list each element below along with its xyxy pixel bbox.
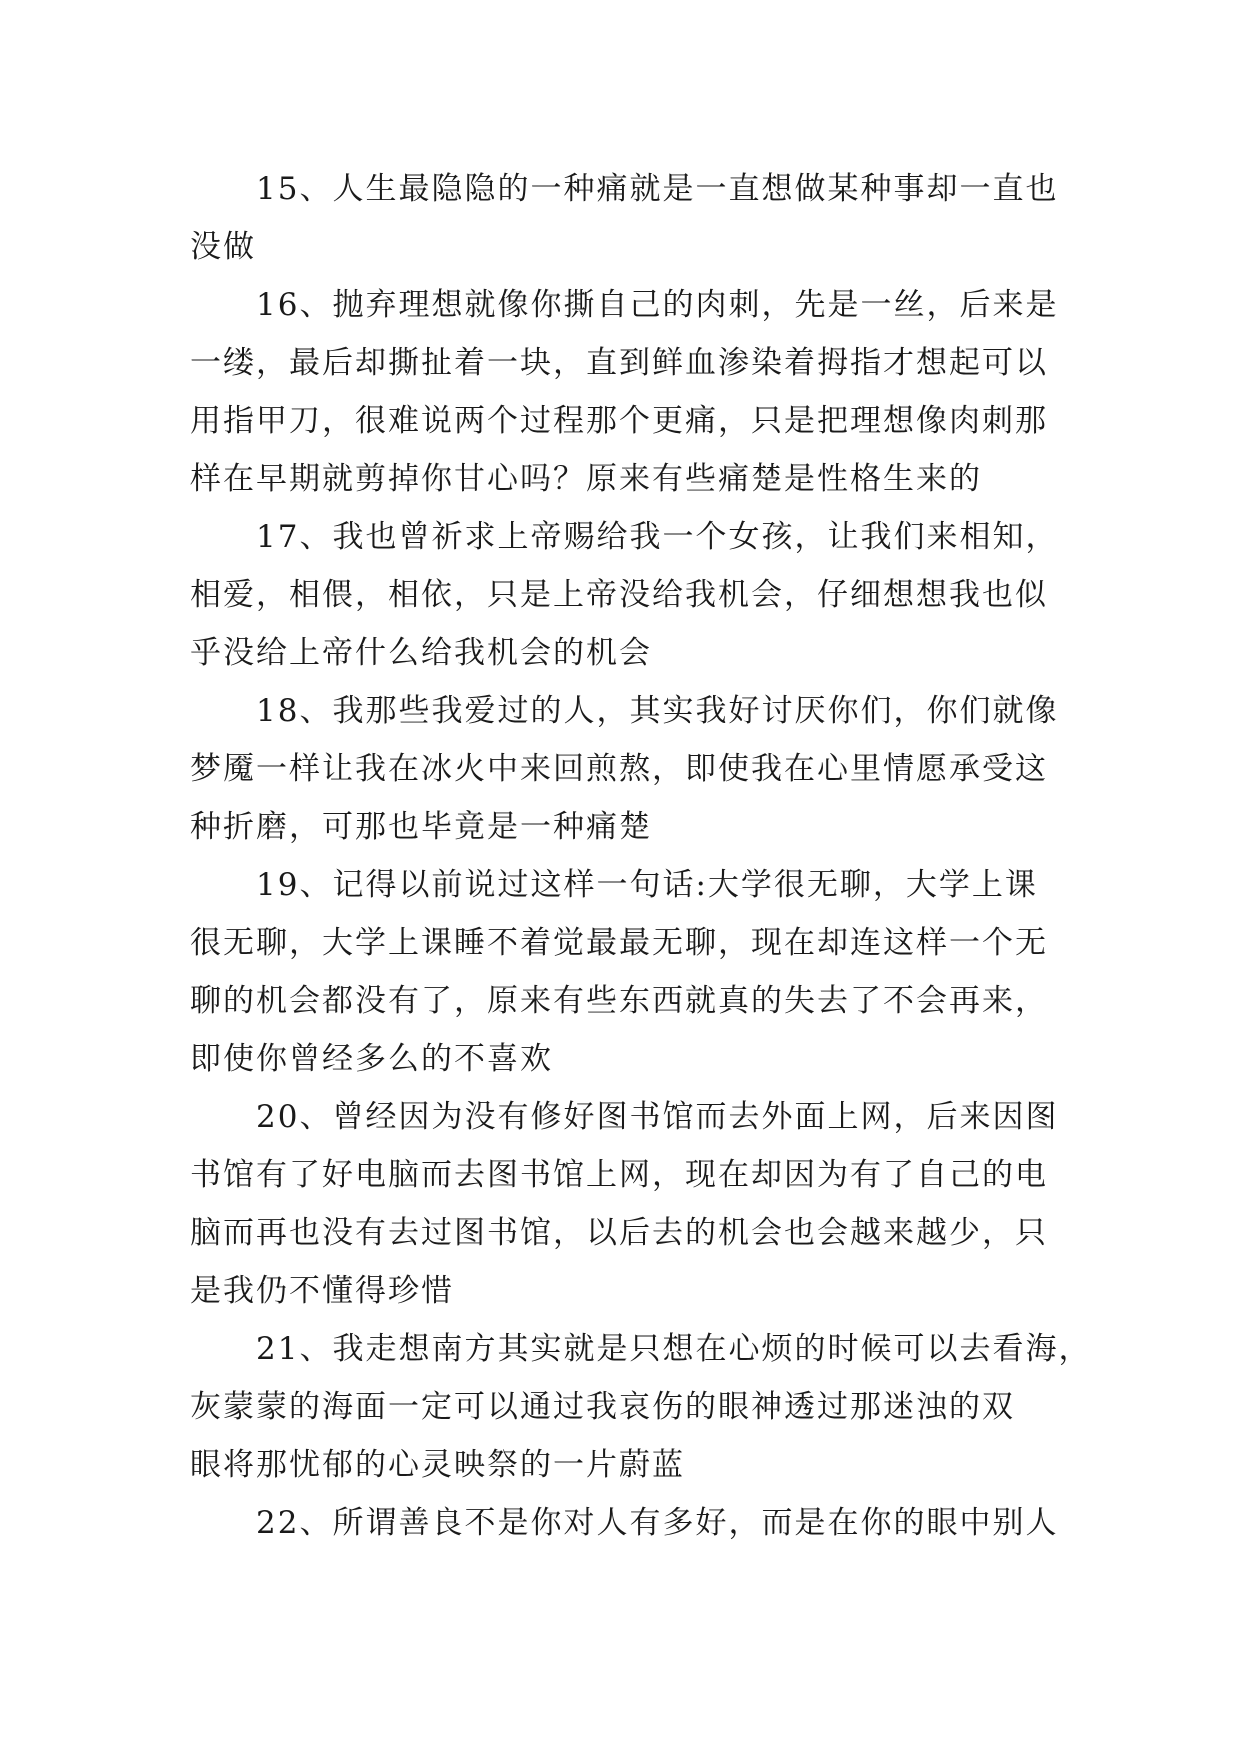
text-line: 18、我那些我爱过的人，其实我好讨厌你们，你们就像 [190, 693, 1059, 729]
paragraph-16 [190, 276, 1059, 508]
paragraph-21 [190, 1320, 1092, 1494]
text-line: 灰蒙蒙的海面一定可以通过我哀伤的眼神透过那迷浊的双 [190, 1389, 1015, 1425]
text-line: 19、记得以前说过这样一句话:大学很无聊，大学上课 [190, 867, 1038, 903]
text-line: 脑而再也没有去过图书馆，以后去的机会也会越来越少，只 [190, 1215, 1048, 1251]
paragraph-18 [190, 682, 1059, 856]
text-line: 样在早期就剪掉你甘心吗？原来有些痛楚是性格生来的 [190, 461, 982, 497]
text-line: 没做 [190, 229, 256, 265]
text-line: 书馆有了好电脑而去图书馆上网，现在却因为有了自己的电 [190, 1157, 1048, 1193]
paragraph-15 [190, 160, 1059, 276]
text-line: 是我仍不懂得珍惜 [190, 1273, 454, 1309]
document-body [190, 160, 1092, 1552]
text-line: 15、人生最隐隐的一种痛就是一直想做某种事却一直也 [190, 171, 1059, 207]
text-line: 眼将那忧郁的心灵映祭的一片蔚蓝 [190, 1447, 685, 1483]
text-line: 用指甲刀，很难说两个过程那个更痛，只是把理想像肉刺那 [190, 403, 1048, 439]
text-line: 一缕，最后却撕扯着一块，直到鲜血渗染着拇指才想起可以 [190, 345, 1048, 381]
text-line: 很无聊，大学上课睡不着觉最最无聊，现在却连这样一个无 [190, 925, 1048, 961]
text-line: 22、所谓善良不是你对人有多好，而是在你的眼中别人 [190, 1505, 1059, 1541]
text-line: 17、我也曾祈求上帝赐给我一个女孩，让我们来相知， [190, 519, 1059, 555]
text-line: 20、曾经因为没有修好图书馆而去外面上网，后来因图 [190, 1099, 1059, 1135]
text-line: 乎没给上帝什么给我机会的机会 [190, 635, 652, 671]
text-line: 21、我走想南方其实就是只想在心烦的时候可以去看海， [190, 1331, 1092, 1367]
text-line: 16、抛弃理想就像你撕自己的肉刺，先是一丝，后来是 [190, 287, 1059, 323]
text-line: 即使你曾经多么的不喜欢 [190, 1041, 553, 1077]
text-line: 种折磨，可那也毕竟是一种痛楚 [190, 809, 652, 845]
paragraph-20 [190, 1088, 1059, 1320]
paragraph-22 [190, 1494, 1059, 1552]
paragraph-17 [190, 508, 1059, 682]
paragraph-19 [190, 856, 1052, 1088]
text-line: 聊的机会都没有了，原来有些东西就真的失去了不会再来， [190, 983, 1048, 1019]
text-line: 梦魇一样让我在冰火中来回煎熬，即使我在心里情愿承受这 [190, 751, 1048, 787]
text-line: 相爱，相偎，相依，只是上帝没给我机会，仔细想想我也似 [190, 577, 1048, 613]
